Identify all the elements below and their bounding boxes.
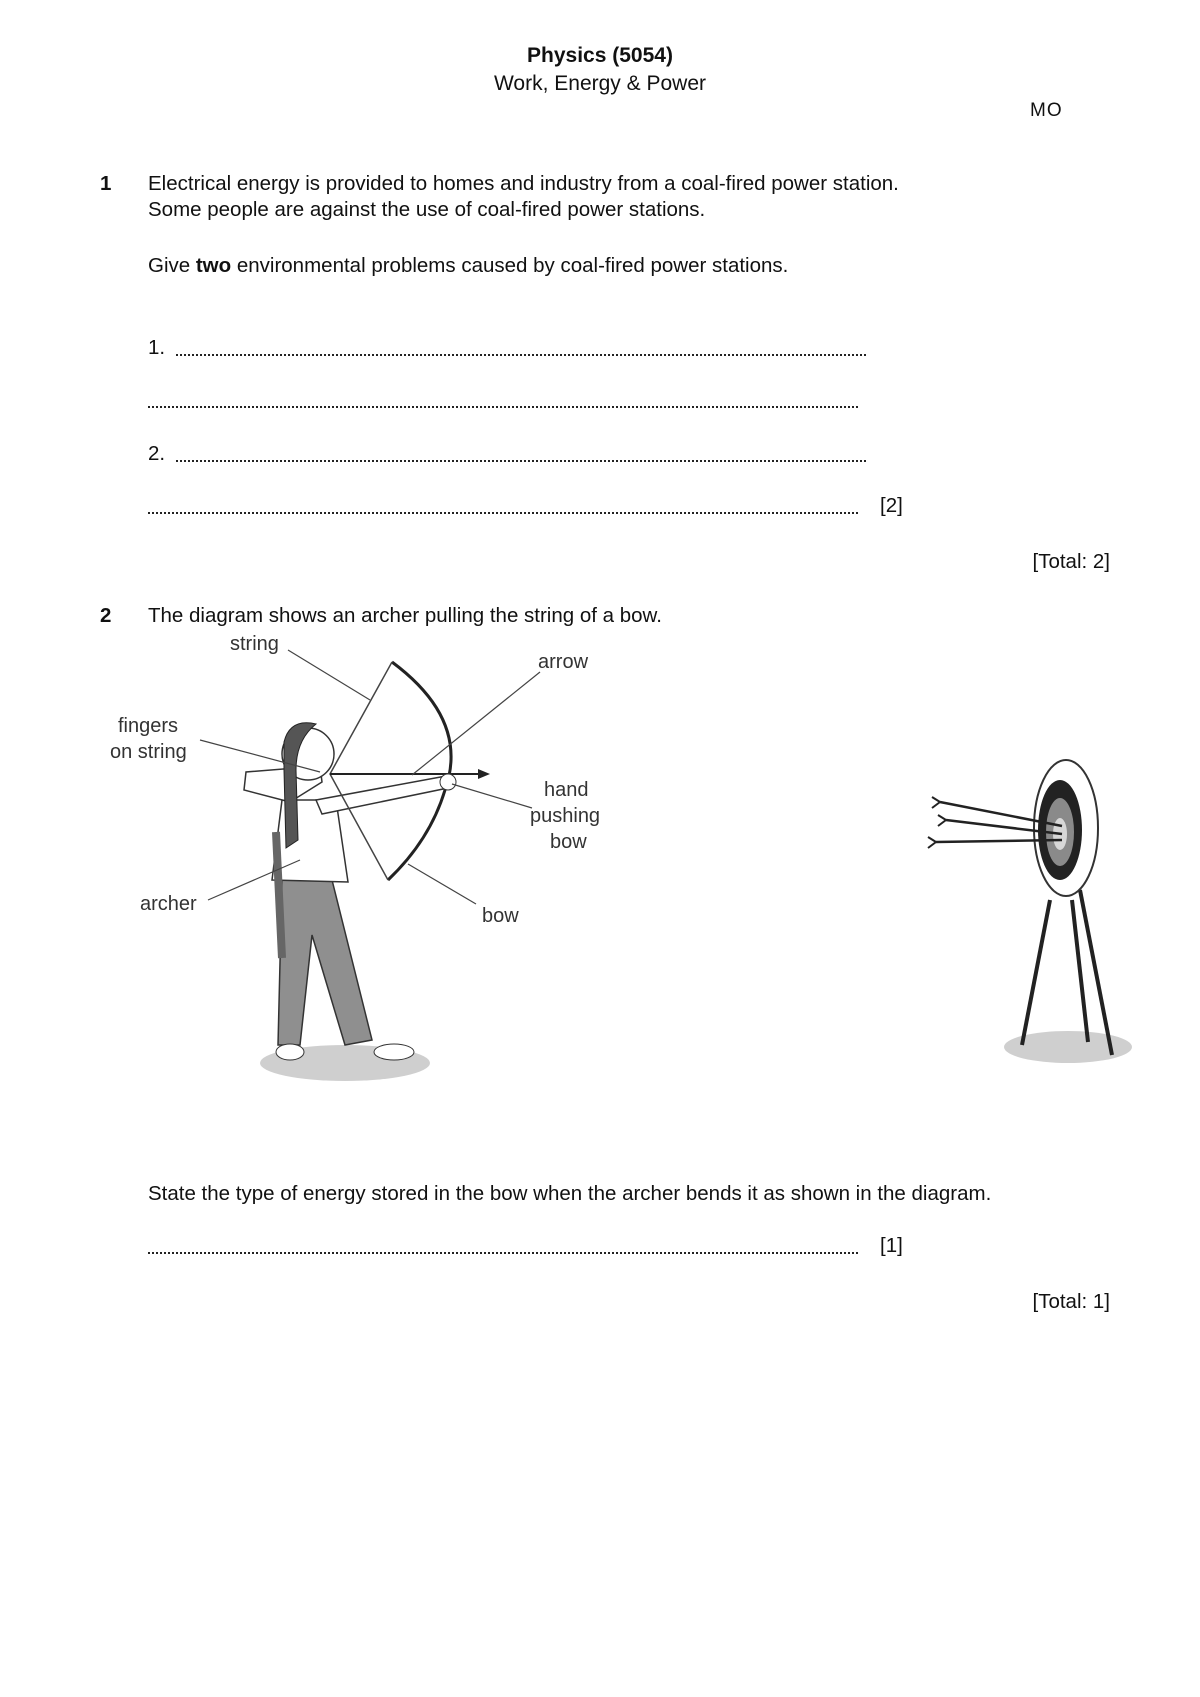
answer-2-label: 2. — [148, 442, 166, 465]
question-2-marks: [1] — [880, 1234, 903, 1257]
bow-limb — [388, 662, 451, 880]
archer-legs — [278, 880, 372, 1045]
target-arrow-1-fletch — [932, 797, 940, 808]
label-archer: archer — [140, 893, 197, 915]
question-2-intro: The diagram shows an archer pulling the string of a bow. — [148, 604, 662, 627]
label-fingers-1: fingers — [118, 715, 179, 737]
label-hand-3: bow — [550, 831, 587, 853]
label-string: string — [230, 633, 279, 655]
question-2-answer-line[interactable] — [148, 1252, 858, 1254]
leader-arrow — [412, 672, 540, 775]
emphasis-two: two — [195, 254, 232, 277]
target-arrow-3-fletch — [928, 837, 936, 848]
archer-hand-bow — [440, 774, 456, 790]
label-fingers-2: on string — [110, 741, 187, 763]
arrow-head — [478, 769, 490, 779]
archer-pushing-arm — [316, 776, 448, 814]
question-1-line-1: Electrical energy is provided to homes and industry from a coal-fired power station. — [148, 172, 899, 195]
page-title: Physics (5054) — [527, 44, 673, 67]
leader-hand — [452, 784, 532, 808]
question-2-prompt: State the type of energy stored in the bow when the archer bends it as shown in the diagram. — [148, 1182, 992, 1205]
archer-torso — [272, 800, 348, 882]
archer-shoe-right — [374, 1044, 414, 1060]
question-1-number: 1 — [100, 172, 112, 195]
target-leg-left — [1022, 900, 1050, 1045]
page-subtitle: Work, Energy & Power — [493, 72, 707, 95]
question-1-prompt: Give two environmental problems caused by coal-fired power stations. — [148, 254, 789, 277]
question-1-total: [Total: 2] — [1032, 550, 1110, 573]
label-arrow: arrow — [538, 651, 589, 673]
question-2-number: 2 — [100, 604, 112, 627]
question-1-line-2: Some people are against the use of coal-fired power stations. — [148, 198, 706, 221]
question-1-marks: [2] — [880, 494, 903, 517]
label-hand-2: pushing — [530, 805, 601, 827]
label-bow: bow — [482, 905, 519, 927]
archer-shoe-left — [276, 1044, 304, 1060]
page-code: MO — [1030, 100, 1063, 121]
answer-1-label: 1. — [148, 336, 166, 359]
target-arrow-2-fletch — [938, 815, 946, 826]
label-hand-1: hand — [544, 779, 589, 801]
leader-string — [288, 650, 370, 700]
question-2-total: [Total: 1] — [1032, 1290, 1110, 1313]
leader-bow — [408, 864, 476, 904]
